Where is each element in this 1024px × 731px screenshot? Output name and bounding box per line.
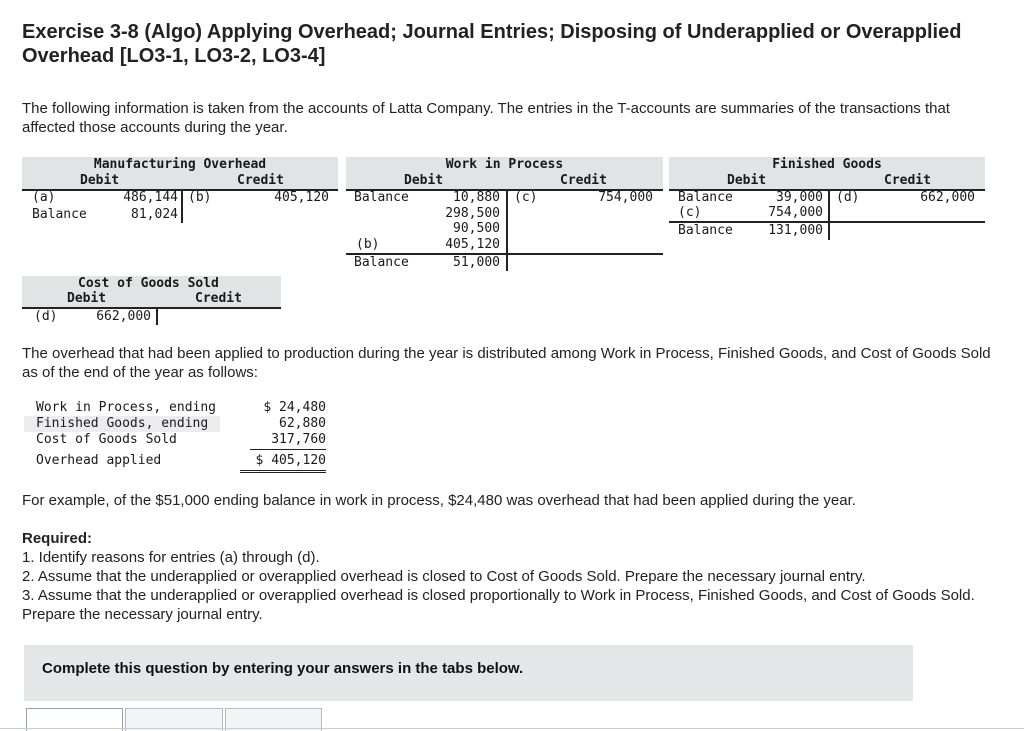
debit-header: Debit bbox=[727, 173, 767, 188]
credit-amount: 662,000 bbox=[920, 190, 975, 205]
overhead-row-value: 62,880 bbox=[279, 416, 326, 431]
required-heading: Required: bbox=[22, 530, 93, 547]
debit-amount: 39,000 bbox=[776, 190, 823, 205]
instruction-banner bbox=[24, 645, 913, 701]
credit-header: Credit bbox=[560, 173, 607, 188]
t-account-title: Finished Goods bbox=[772, 157, 882, 172]
overhead-row-label: Finished Goods, ending bbox=[36, 416, 209, 431]
credit-amount: 405,120 bbox=[274, 190, 329, 205]
entry-label: (a) bbox=[32, 190, 56, 205]
credit-header: Credit bbox=[195, 291, 242, 306]
debit-amount: 486,144 bbox=[123, 190, 178, 205]
entry-label: Balance bbox=[678, 223, 733, 238]
entry-label: (c) bbox=[678, 205, 702, 220]
debit-header: Debit bbox=[404, 173, 444, 188]
debit-amount: 131,000 bbox=[768, 223, 823, 238]
required-item: 1. Identify reasons for entries (a) through (d). bbox=[22, 549, 320, 566]
debit-header: Debit bbox=[67, 291, 107, 306]
debit-header: Debit bbox=[80, 173, 120, 188]
t-account-title: Manufacturing Overhead bbox=[93, 157, 267, 172]
t-account-title: Cost of Goods Sold bbox=[78, 276, 219, 291]
entry-label: (d) bbox=[34, 309, 58, 324]
debit-amount: 754,000 bbox=[768, 205, 823, 220]
overhead-row-label: Work in Process, ending bbox=[36, 400, 217, 415]
debit-amount: 10,880 bbox=[453, 190, 500, 205]
example-paragraph: For example, of the $51,000 ending balance in work in process, $24,480 was overhead that had been applied during the year. bbox=[22, 492, 856, 509]
entry-label: Balance bbox=[354, 255, 409, 270]
overhead-row-label: Overhead applied bbox=[36, 453, 162, 468]
entry-label: Balance bbox=[678, 190, 733, 205]
debit-amount: 81,024 bbox=[131, 207, 178, 222]
entry-label: (b) bbox=[356, 237, 380, 252]
overhead-row-label: Cost of Goods Sold bbox=[36, 432, 177, 447]
overhead-row-value: $ 24,480 bbox=[263, 400, 326, 415]
overhead-total-value: $ 405,120 bbox=[255, 453, 326, 468]
entry-label: Balance bbox=[32, 207, 87, 222]
overhead-paragraph: The overhead that had been applied to production during the year is distributed among Work in Process, Finished Goods, and Cost of Goods Sold as of the end of the year as follows: bbox=[22, 345, 991, 381]
required-item: 3. Assume that the underapplied or overapplied overhead is closed proportionally to Work in Process, Finished Goods, and Cost of Goods Sold. Prepare the necessary journal entry. bbox=[22, 587, 975, 623]
entry-label: (c) bbox=[514, 190, 538, 205]
entry-label: (b) bbox=[188, 190, 212, 205]
required-item: 2. Assume that the underapplied or overapplied overhead is closed to Cost of Goods Sold. Prepare the necessary journal entry. bbox=[22, 568, 866, 585]
credit-header: Credit bbox=[884, 173, 931, 188]
exercise-title: Exercise 3-8 (Algo) Applying Overhead; Journal Entries; Disposing of Underapplied or Overapplied Overhead [LO3-1, LO3-2, LO3-4] bbox=[22, 21, 962, 67]
debit-amount: 405,120 bbox=[445, 237, 500, 252]
debit-amount: 662,000 bbox=[96, 309, 151, 324]
debit-amount: 90,500 bbox=[453, 221, 500, 236]
entry-label: (d) bbox=[836, 190, 860, 205]
entry-label: Balance bbox=[354, 190, 409, 205]
debit-amount: 298,500 bbox=[445, 206, 500, 221]
credit-header: Credit bbox=[237, 173, 284, 188]
instruction-text: Complete this question by entering your answers in the tabs below. bbox=[42, 660, 524, 677]
t-account-title: Work in Process bbox=[445, 157, 564, 172]
credit-amount: 754,000 bbox=[598, 190, 653, 205]
intro-paragraph: The following information is taken from the accounts of Latta Company. The entries in the T-accounts are summaries of the transactions that affected those accounts during the year. bbox=[22, 100, 950, 136]
debit-amount: 51,000 bbox=[453, 255, 500, 270]
overhead-row-value: 317,760 bbox=[271, 432, 326, 447]
